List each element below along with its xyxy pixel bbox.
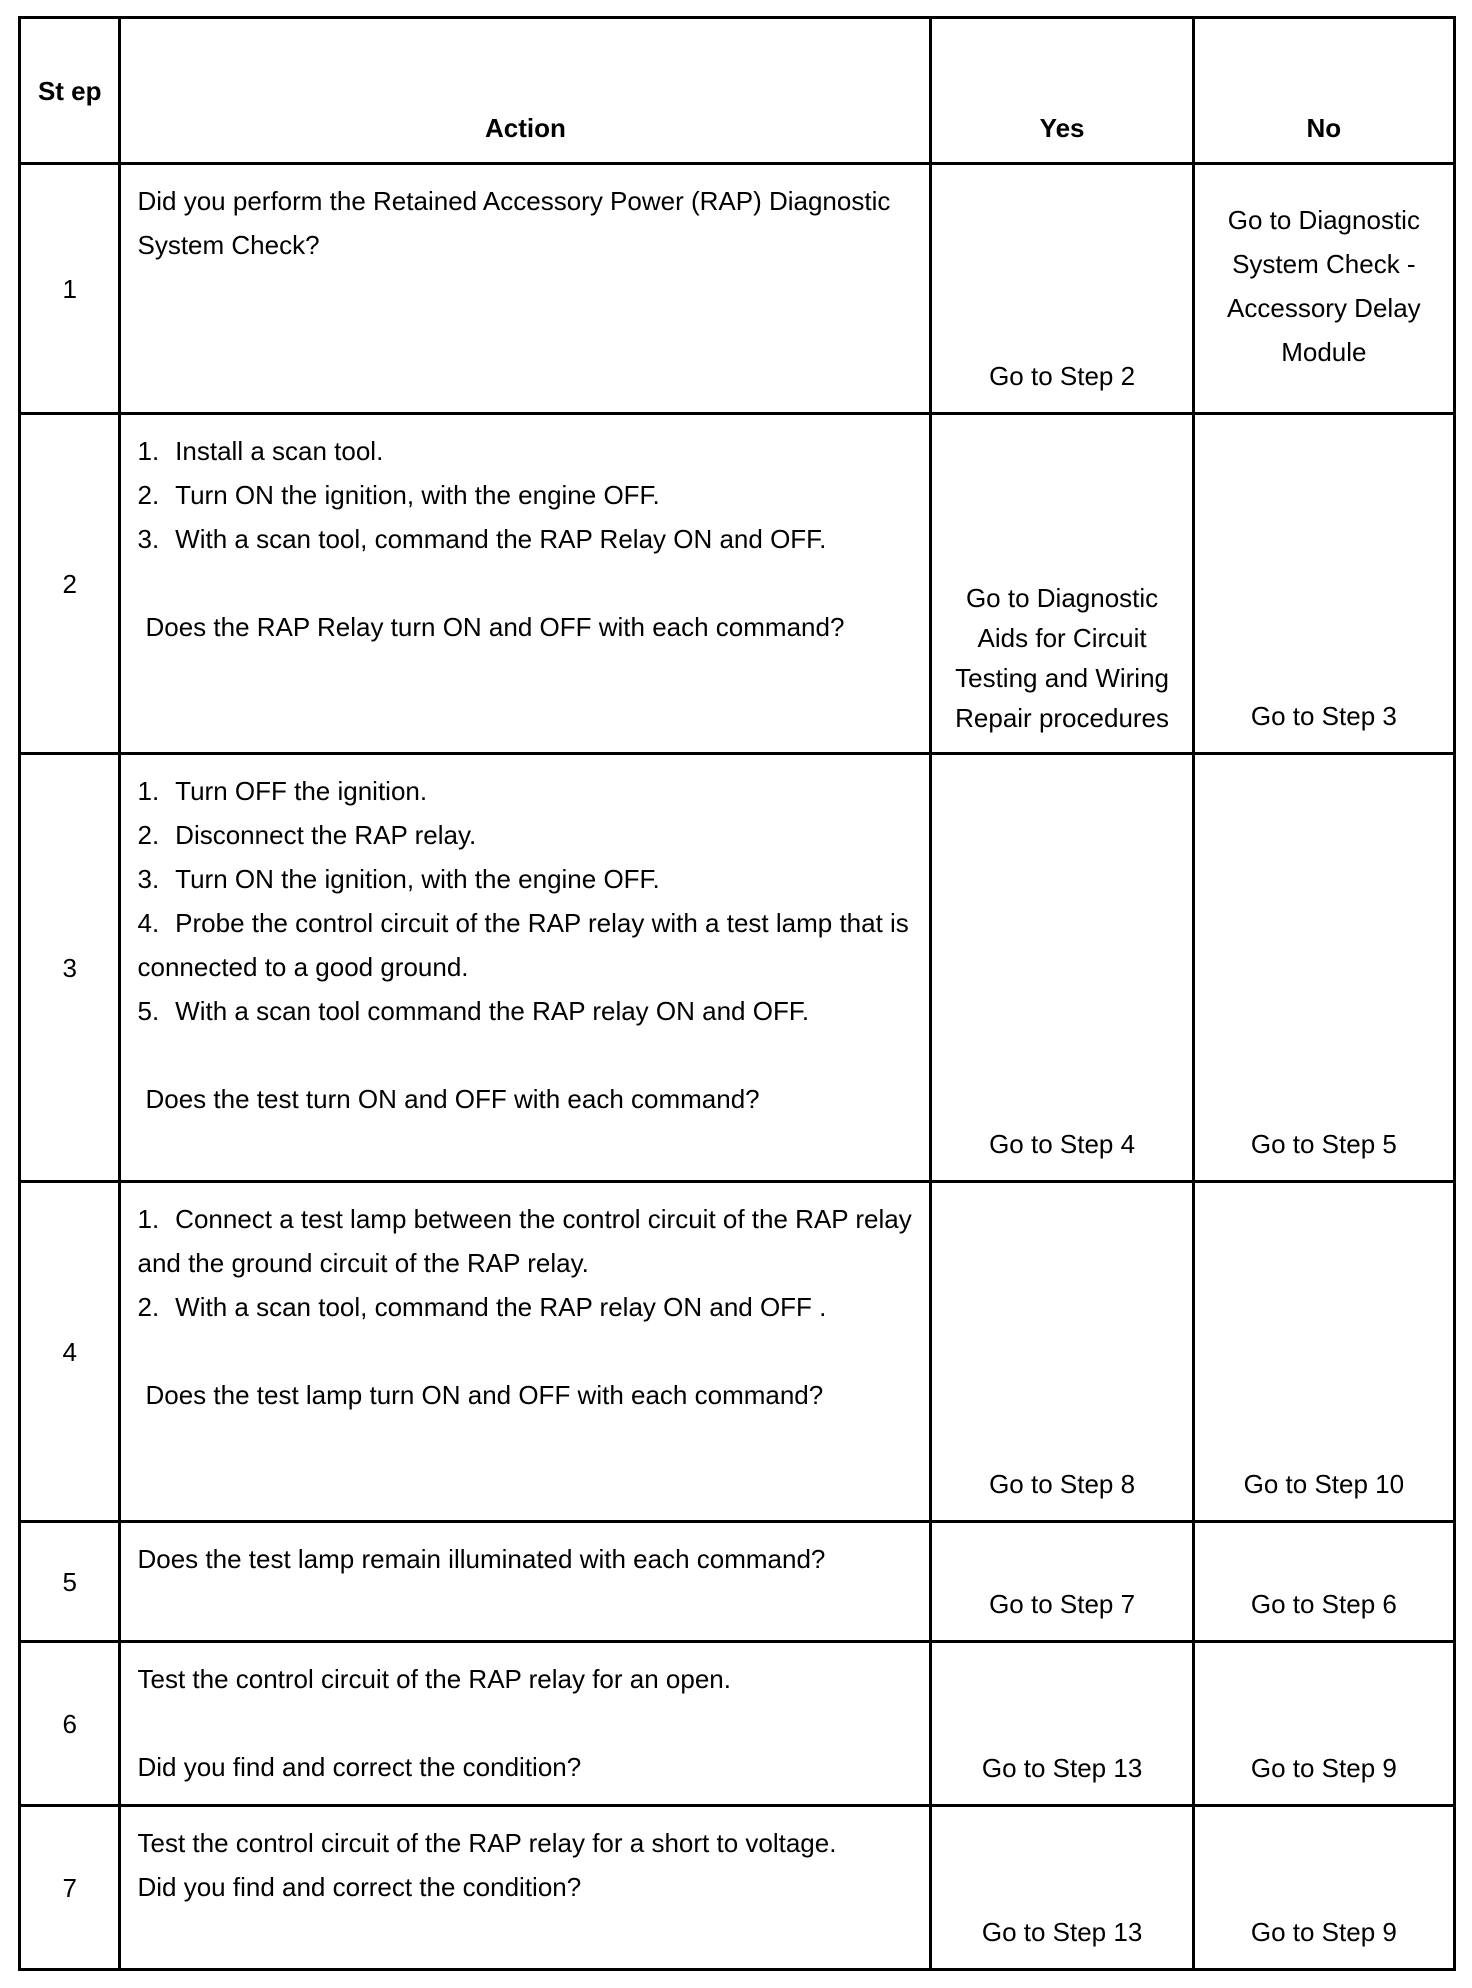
- action-text: Test the control circuit of the RAP relay for an open.: [137, 1664, 731, 1694]
- action-item: [137, 769, 915, 813]
- header-step: [20, 18, 120, 164]
- item-text: Disconnect the RAP relay.: [175, 820, 477, 850]
- step-number: 6: [20, 1642, 120, 1806]
- item-text: Turn ON the ignition, with the engine OFF.: [175, 480, 660, 510]
- action-item: [137, 901, 915, 989]
- action-item: [137, 989, 915, 1033]
- no-cell[interactable]: Go to Step 10: [1193, 1182, 1454, 1522]
- action-item: [137, 429, 915, 473]
- header-yes: Yes: [931, 18, 1193, 164]
- table-row: [20, 1642, 1455, 1806]
- no-cell[interactable]: Go to Step 9: [1193, 1642, 1454, 1806]
- yes-cell[interactable]: Go to Step 7: [931, 1522, 1193, 1642]
- table-row: [20, 164, 1455, 414]
- action-cell: [120, 1806, 931, 1970]
- table-row: [20, 414, 1455, 754]
- yes-cell[interactable]: Go to Step 2: [931, 164, 1193, 414]
- yes-cell[interactable]: Go to Step 4: [931, 754, 1193, 1182]
- action-question: Did you find and correct the condition?: [137, 1872, 582, 1902]
- step-number: 5: [20, 1522, 120, 1642]
- yes-cell[interactable]: Go to Diagnostic Aids for Circuit Testing and Wiring Repair procedures: [931, 414, 1193, 754]
- header-step-label: St ep: [37, 75, 102, 106]
- item-text: Turn ON the ignition, with the engine OFF.: [175, 864, 660, 894]
- action-cell: [120, 414, 931, 754]
- action-text: Test the control circuit of the RAP relay for a short to voltage.: [137, 1828, 837, 1858]
- item-number: 2.: [137, 820, 160, 850]
- action-text: Does the test lamp remain illuminated with each command?: [137, 1544, 826, 1574]
- item-number: 5.: [137, 996, 160, 1026]
- action-item: [137, 1197, 915, 1285]
- action-question: Did you find and correct the condition?: [137, 1752, 582, 1782]
- action-question: Does the test lamp turn ON and OFF with each command?: [145, 1380, 824, 1410]
- header-no: No: [1193, 18, 1454, 164]
- action-text: Did you perform the Retained Accessory Power (RAP) Diagnostic System Check?: [137, 186, 891, 260]
- item-text: Probe the control circuit of the RAP relay with a test lamp that is connected to a good ground.: [137, 908, 909, 982]
- no-cell[interactable]: Go to Step 3: [1193, 414, 1454, 754]
- spacer: [137, 1033, 915, 1077]
- item-text: Turn OFF the ignition.: [175, 776, 428, 806]
- action-item: [137, 857, 915, 901]
- item-number: 1.: [137, 436, 160, 466]
- step-number: 1: [20, 164, 120, 414]
- no-cell[interactable]: Go to Diagnostic System Check - Accessory Delay Module: [1193, 164, 1454, 414]
- action-item: [137, 813, 915, 857]
- step-number: 2: [20, 414, 120, 754]
- item-text: With a scan tool, command the RAP Relay ON and OFF.: [175, 524, 827, 554]
- item-number: 3.: [137, 864, 160, 894]
- action-question: Does the RAP Relay turn ON and OFF with each command?: [145, 612, 845, 642]
- yes-cell[interactable]: Go to Step 8: [931, 1182, 1193, 1522]
- item-text: With a scan tool command the RAP relay ON and OFF.: [175, 996, 810, 1026]
- no-cell[interactable]: Go to Step 9: [1193, 1806, 1454, 1970]
- step-number: 4: [20, 1182, 120, 1522]
- spacer: [137, 1329, 915, 1373]
- action-cell: [120, 1642, 931, 1806]
- table-row: [20, 1182, 1455, 1522]
- step-number: 3: [20, 754, 120, 1182]
- yes-cell[interactable]: Go to Step 13: [931, 1806, 1193, 1970]
- item-number: 1.: [137, 1204, 160, 1234]
- action-item: [137, 473, 915, 517]
- item-number: 3.: [137, 524, 160, 554]
- item-number: 2.: [137, 480, 160, 510]
- item-number: 1.: [137, 776, 160, 806]
- no-cell[interactable]: Go to Step 5: [1193, 754, 1454, 1182]
- item-text: Connect a test lamp between the control circuit of the RAP relay and the ground circuit of the RAP relay.: [137, 1204, 912, 1278]
- action-cell: [120, 754, 931, 1182]
- table-row: [20, 1522, 1455, 1642]
- table-row: [20, 1806, 1455, 1970]
- diagnostic-table: [18, 16, 1456, 1971]
- spacer: [137, 561, 915, 605]
- item-number: 4.: [137, 908, 160, 938]
- action-item: [137, 1285, 915, 1329]
- step-number: 7: [20, 1806, 120, 1970]
- action-cell: [120, 164, 931, 414]
- action-question: Does the test turn ON and OFF with each command?: [145, 1084, 760, 1114]
- item-number: 2.: [137, 1292, 160, 1322]
- item-text: With a scan tool, command the RAP relay ON and OFF .: [175, 1292, 827, 1322]
- table-row: [20, 754, 1455, 1182]
- header-action: Action: [120, 18, 931, 164]
- spacer: [137, 1701, 915, 1745]
- yes-cell[interactable]: Go to Step 13: [931, 1642, 1193, 1806]
- no-cell[interactable]: Go to Step 6: [1193, 1522, 1454, 1642]
- action-cell: [120, 1182, 931, 1522]
- header-row: [20, 18, 1455, 164]
- action-cell: [120, 1522, 931, 1642]
- item-text: Install a scan tool.: [175, 436, 384, 466]
- action-item: [137, 517, 915, 561]
